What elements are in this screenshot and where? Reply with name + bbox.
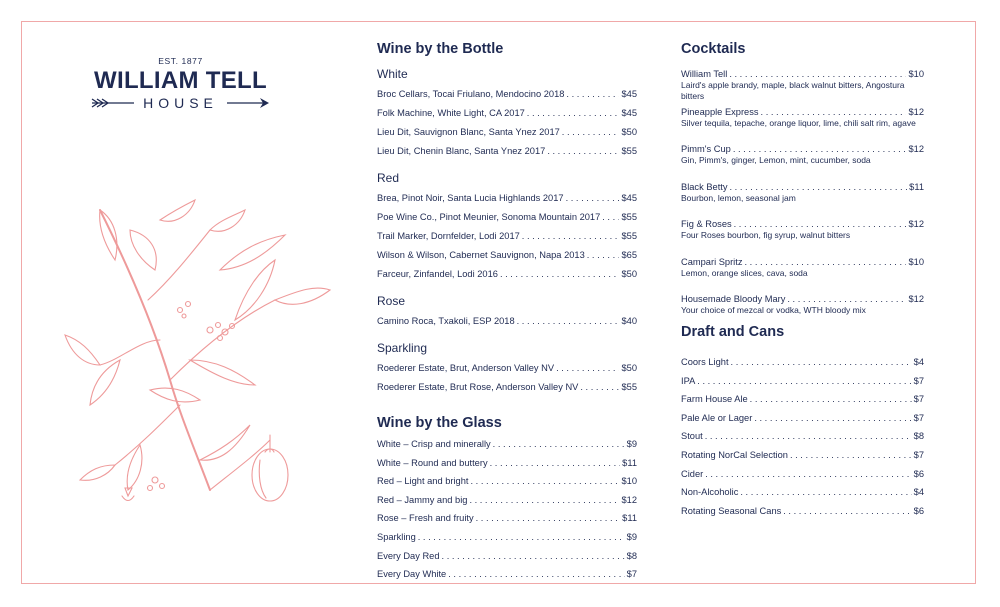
item-name: Pale Ale or Lager xyxy=(681,412,753,423)
item-price: $10 xyxy=(908,256,924,267)
cocktail-item xyxy=(681,256,924,294)
item-price: $11 xyxy=(909,181,924,192)
dot-leader xyxy=(527,107,620,119)
dot-leader xyxy=(729,68,906,80)
cocktail-item xyxy=(681,106,924,144)
item-price: $7 xyxy=(913,394,924,405)
section-rose: Rose xyxy=(377,294,406,308)
menu-item xyxy=(377,550,637,569)
item-name: White – Crisp and minerally xyxy=(377,439,491,449)
section-sparkling: Sparkling xyxy=(377,341,428,355)
logo-arrow xyxy=(88,95,273,111)
wine-glass-title: Wine by the Glass xyxy=(377,415,502,431)
item-price: $7 xyxy=(913,375,924,386)
item-price: $12 xyxy=(621,494,637,505)
item-description: Silver tequila, tepache, orange liquor, lime, chili salt rim, agave xyxy=(681,117,916,128)
dot-leader xyxy=(493,438,625,450)
item-price: $65 xyxy=(621,250,637,260)
item-price: $7 xyxy=(913,412,924,423)
item-name: Farm House Ale xyxy=(681,394,748,405)
dot-leader xyxy=(580,381,619,393)
menu-item xyxy=(377,512,637,531)
item-name: Sparkling xyxy=(377,531,416,542)
dot-leader xyxy=(469,494,619,506)
dot-leader xyxy=(790,449,912,461)
dot-leader xyxy=(547,145,619,157)
menu-item xyxy=(377,438,637,457)
menu-item xyxy=(681,486,924,505)
section-white: White xyxy=(377,67,408,81)
dot-leader xyxy=(731,356,912,368)
menu-item xyxy=(681,356,924,375)
dot-leader xyxy=(750,393,912,405)
menu-item xyxy=(377,531,637,550)
cocktail-item xyxy=(681,293,924,323)
menu-item xyxy=(377,315,637,334)
logo xyxy=(88,56,273,111)
item-price: $45 xyxy=(621,108,637,118)
menu-item xyxy=(377,192,637,211)
item-name: Lieu Dit, Sauvignon Blanc, Santa Ynez 2017 xyxy=(377,127,560,137)
item-price: $55 xyxy=(621,231,637,241)
dot-leader xyxy=(522,230,620,242)
item-name: Fig & Roses xyxy=(681,219,732,229)
item-price: $50 xyxy=(621,127,637,137)
item-price: $40 xyxy=(621,316,637,326)
cocktail-row xyxy=(681,293,924,305)
dot-leader xyxy=(562,126,620,138)
dot-leader xyxy=(733,143,907,155)
menu-item xyxy=(681,393,924,412)
item-price: $9 xyxy=(626,439,637,449)
dot-leader xyxy=(490,457,621,469)
menu-item xyxy=(377,381,637,400)
item-name: Red – Light and bright xyxy=(377,476,469,487)
item-price: $55 xyxy=(621,382,637,392)
item-name: Rotating Seasonal Cans xyxy=(681,505,782,516)
item-name: Rotating NorCal Selection xyxy=(681,449,788,460)
item-price: $12 xyxy=(908,106,924,117)
cocktail-row xyxy=(681,218,924,230)
item-price: $6 xyxy=(913,505,924,516)
cocktail-row xyxy=(681,106,924,118)
item-price: $10 xyxy=(621,476,637,487)
dot-leader xyxy=(740,486,911,498)
dot-leader xyxy=(783,505,911,517)
dot-leader xyxy=(705,468,911,480)
dot-leader xyxy=(587,249,620,261)
cocktail-item xyxy=(681,143,924,181)
dot-leader xyxy=(566,192,620,204)
cocktail-row xyxy=(681,256,924,268)
cocktail-item xyxy=(681,68,924,106)
item-price: $7 xyxy=(913,449,924,460)
item-name: Campari Spritz xyxy=(681,256,743,267)
menu-item xyxy=(377,268,637,287)
item-name: Brea, Pinot Noir, Santa Lucia Highlands 2017 xyxy=(377,193,564,203)
menu-item xyxy=(377,126,637,145)
menu-item xyxy=(377,362,637,381)
dot-leader xyxy=(734,218,907,230)
logo-wordmark: WILLIAM TELL xyxy=(94,67,267,94)
item-name: Poe Wine Co., Pinot Meunier, Sonoma Mountain 2017 xyxy=(377,212,601,222)
item-price: $8 xyxy=(626,550,637,561)
menu-item xyxy=(377,230,637,249)
item-description: Bourbon, lemon, seasonal jam xyxy=(681,192,796,203)
menu-item xyxy=(681,468,924,487)
item-price: $50 xyxy=(621,269,637,279)
dot-leader xyxy=(787,293,906,305)
item-price: $11 xyxy=(622,457,637,468)
item-name: Trail Marker, Dornfelder, Lodi 2017 xyxy=(377,231,520,241)
drinks-column xyxy=(681,40,924,523)
section-red: Red xyxy=(377,171,400,185)
dot-leader xyxy=(476,512,621,524)
item-price: $7 xyxy=(626,569,637,580)
item-name: IPA xyxy=(681,375,696,386)
item-name: Roederer Estate, Brut, Anderson Valley NV xyxy=(377,363,555,373)
item-name: Non-Alcoholic xyxy=(681,487,739,498)
dot-leader xyxy=(442,550,625,562)
dot-leader xyxy=(761,106,907,118)
wine-column xyxy=(377,40,637,587)
dot-leader xyxy=(471,475,620,487)
item-price: $50 xyxy=(621,363,637,373)
item-price: $10 xyxy=(908,69,924,79)
dot-leader xyxy=(730,181,908,193)
item-price: $12 xyxy=(908,294,924,304)
item-price: $45 xyxy=(621,193,637,203)
item-name: Red – Jammy and big xyxy=(377,494,468,505)
item-price: $4 xyxy=(913,487,924,498)
cocktail-item xyxy=(681,218,924,256)
menu-item xyxy=(377,568,637,587)
dot-leader xyxy=(500,268,620,280)
menu-item xyxy=(681,375,924,394)
item-name: William Tell xyxy=(681,69,728,79)
item-description: Four Roses bourbon, fig syrup, walnut bitters xyxy=(681,230,851,240)
item-description: Your choice of mezcal or vodka, WTH bloody mix xyxy=(681,305,866,315)
menu-item xyxy=(681,430,924,449)
botanical-illustration xyxy=(60,190,340,520)
item-price: $45 xyxy=(621,89,637,99)
logo-est: EST. 1877 xyxy=(158,56,203,66)
menu-item xyxy=(377,211,637,230)
item-description: Lemon, orange slices, cava, soda xyxy=(681,267,808,278)
item-name: Pimm's Cup xyxy=(681,144,731,154)
cocktail-row xyxy=(681,68,924,80)
item-name: Stout xyxy=(681,431,703,442)
menu-item xyxy=(377,475,637,494)
menu-item xyxy=(377,88,637,107)
item-price: $8 xyxy=(913,431,924,442)
dot-leader xyxy=(566,88,619,100)
menu-item xyxy=(377,145,637,164)
item-name: Housemade Bloody Mary xyxy=(681,294,786,304)
dot-leader xyxy=(418,531,625,543)
item-price: $12 xyxy=(908,144,924,154)
cocktail-item xyxy=(681,181,924,219)
menu-item xyxy=(681,449,924,468)
wine-bottle-title: Wine by the Bottle xyxy=(377,41,504,57)
menu-item xyxy=(377,107,637,126)
logo-house: HOUSE xyxy=(143,95,218,111)
draft-title: Draft and Cans xyxy=(681,324,785,340)
dot-leader xyxy=(556,362,619,374)
item-price: $55 xyxy=(621,212,637,222)
item-name: Farceur, Zinfandel, Lodi 2016 xyxy=(377,269,498,279)
item-price: $4 xyxy=(913,357,924,367)
item-name: Black Betty xyxy=(681,181,728,192)
item-name: Camino Roca, Txakoli, ESP 2018 xyxy=(377,316,515,326)
item-price: $55 xyxy=(621,146,637,156)
item-price: $11 xyxy=(622,513,637,524)
item-name: Cider xyxy=(681,468,704,479)
item-name: Coors Light xyxy=(681,357,729,367)
dot-leader xyxy=(705,430,912,442)
menu-item xyxy=(681,505,924,524)
cocktails-title: Cocktails xyxy=(681,41,746,57)
item-price: $12 xyxy=(908,219,924,229)
item-name: Roederer Estate, Brut Rose, Anderson Valley NV xyxy=(377,382,579,392)
menu-item xyxy=(377,494,637,513)
cocktail-row xyxy=(681,181,924,193)
item-name: Folk Machine, White Light, CA 2017 xyxy=(377,108,525,118)
item-name: Pineapple Express xyxy=(681,106,759,117)
item-price: $6 xyxy=(913,468,924,479)
item-description: Laird's apple brandy, maple, black walnut bitters, Angostura bitters xyxy=(681,80,905,101)
dot-leader xyxy=(744,256,906,268)
menu-item xyxy=(377,249,637,268)
item-name: Lieu Dit, Chenin Blanc, Santa Ynez 2017 xyxy=(377,146,546,156)
item-name: Every Day Red xyxy=(377,550,440,561)
item-description: Gin, Pimm's, ginger, Lemon, mint, cucumber, soda xyxy=(681,155,871,165)
item-name: Broc Cellars, Tocai Friulano, Mendocino 2018 xyxy=(377,89,565,99)
dot-leader xyxy=(697,375,911,387)
dot-leader xyxy=(448,568,624,580)
dot-leader xyxy=(517,315,620,327)
item-name: White – Round and buttery xyxy=(377,457,488,468)
item-price: $9 xyxy=(626,531,637,542)
item-name: Every Day White xyxy=(377,569,447,580)
item-name: Wilson & Wilson, Cabernet Sauvignon, Napa 2013 xyxy=(377,250,585,260)
dot-leader xyxy=(754,412,911,424)
dot-leader xyxy=(602,211,619,223)
cocktail-row xyxy=(681,143,924,155)
item-name: Rose – Fresh and fruity xyxy=(377,513,474,524)
menu-item xyxy=(377,457,637,476)
menu-item xyxy=(681,412,924,431)
